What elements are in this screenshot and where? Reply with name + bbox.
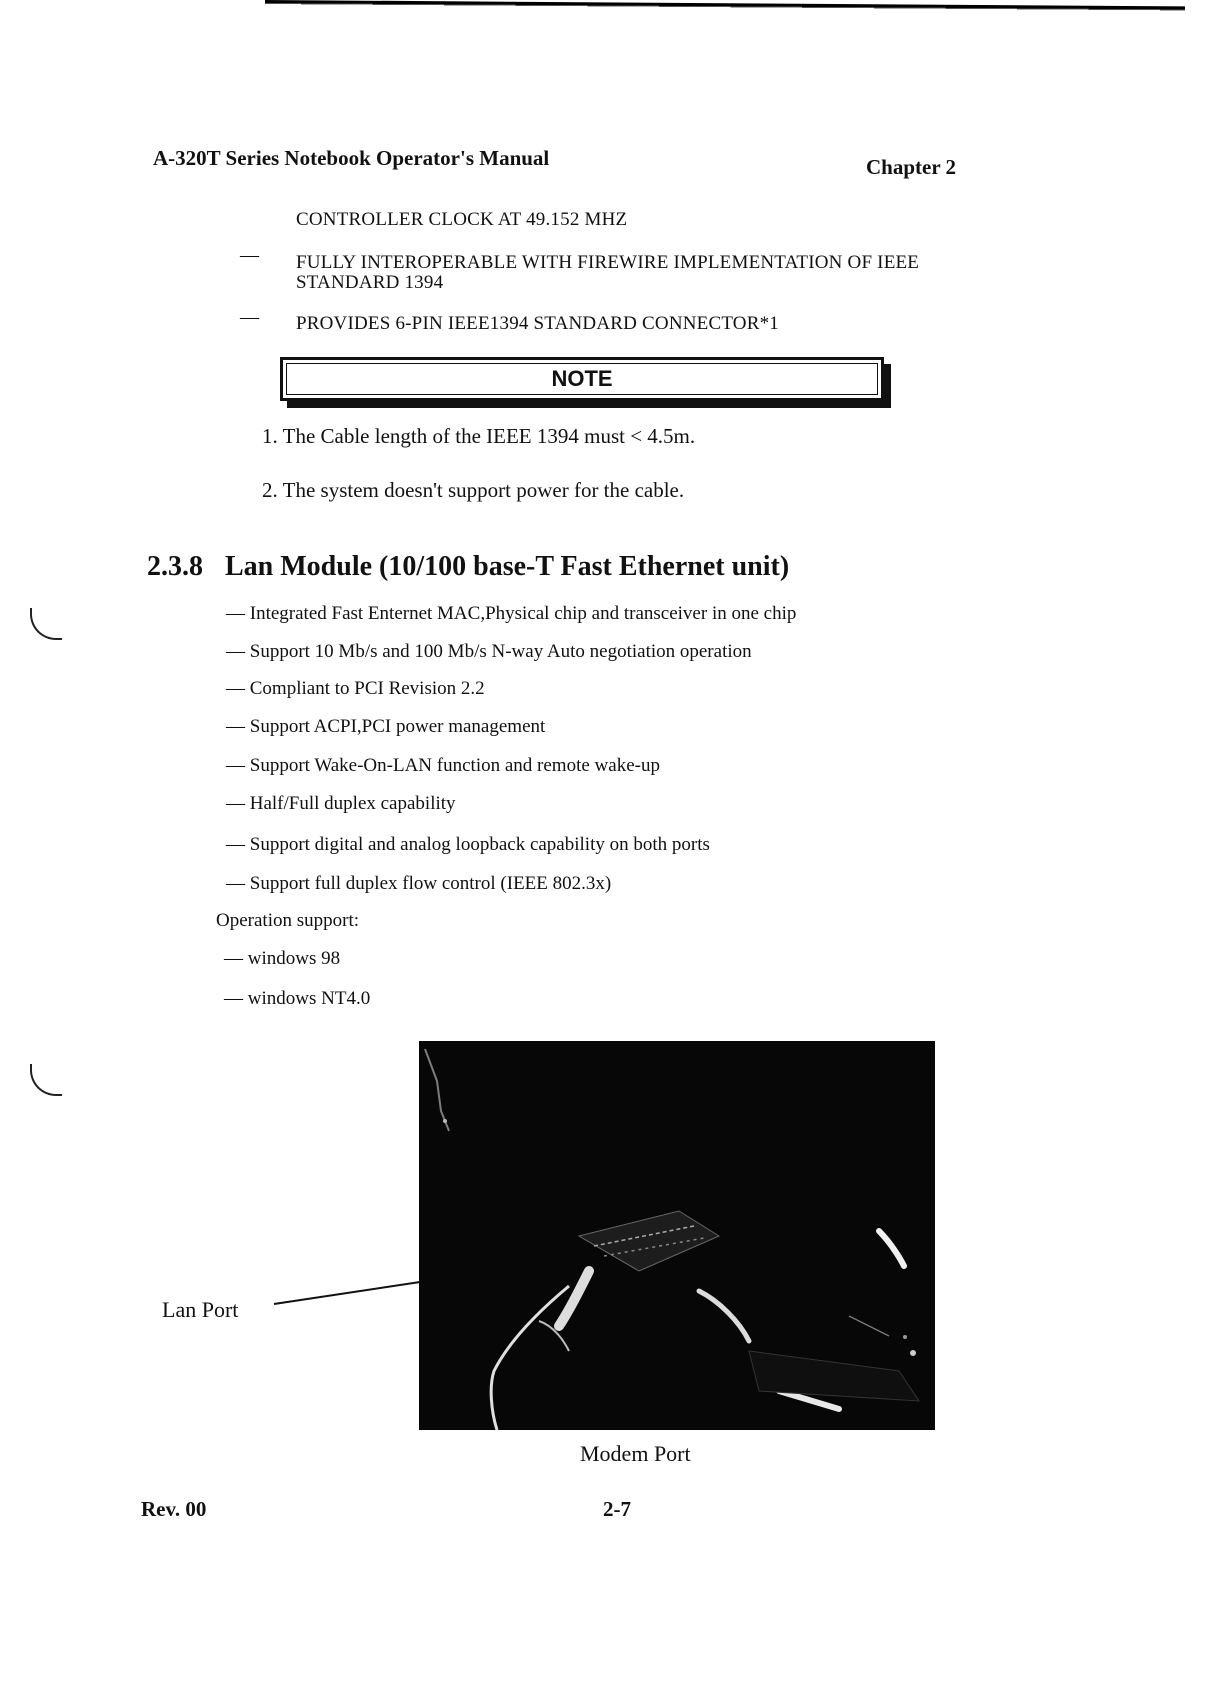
- section-title: Lan Module (10/100 base-T Fast Ethernet unit): [225, 551, 790, 582]
- binding-hole-mark: [30, 608, 62, 640]
- note-label: NOTE: [551, 366, 613, 391]
- list-item: — Compliant to PCI Revision 2.2: [226, 678, 485, 699]
- list-item-dash: —: [240, 245, 259, 266]
- note-item-1: 1. The Cable length of the IEEE 1394 must < 4.5m.: [262, 424, 696, 448]
- manual-title: A-320T Series Notebook Operator's Manual: [153, 146, 550, 170]
- modem-port-label: Modem Port: [580, 1441, 691, 1466]
- lan-module-photo: [419, 1041, 935, 1430]
- binding-hole-mark: [30, 1064, 62, 1096]
- list-item: — Half/Full duplex capability: [226, 793, 456, 814]
- list-item: — Integrated Fast Enternet MAC,Physical chip and transceiver in one chip: [226, 603, 797, 624]
- photo-illustration: [419, 1041, 935, 1430]
- top-border-line: [265, 0, 1185, 12]
- section-number: 2.3.8: [147, 551, 203, 582]
- list-item-dash: —: [240, 307, 259, 328]
- list-item-text-continued: STANDARD 1394: [296, 272, 444, 293]
- list-item: — Support 10 Mb/s and 100 Mb/s N-way Auto negotiation operation: [226, 641, 752, 662]
- os-item: — windows NT4.0: [224, 988, 371, 1009]
- chapter-label: Chapter 2: [866, 155, 957, 179]
- note-item-2: 2. The system doesn't support power for the cable.: [262, 478, 685, 502]
- list-item-text: FULLY INTEROPERABLE WITH FIREWIRE IMPLEMENTATION OF IEEE: [296, 252, 920, 273]
- list-item: — Support digital and analog loopback capability on both ports: [226, 834, 710, 855]
- operation-support-label: Operation support:: [216, 910, 360, 931]
- lan-port-label: Lan Port: [162, 1297, 239, 1322]
- list-item: — Support ACPI,PCI power management: [226, 716, 546, 737]
- section-heading: [147, 551, 789, 583]
- os-item: — windows 98: [224, 948, 341, 969]
- list-item-text: PROVIDES 6-PIN IEEE1394 STANDARD CONNECTOR*1: [296, 313, 779, 334]
- revision-label: Rev. 00: [141, 1497, 207, 1521]
- controller-clock-line: CONTROLLER CLOCK AT 49.152 MHZ: [296, 209, 628, 230]
- list-item: — Support full duplex flow control (IEEE 802.3x): [226, 873, 612, 894]
- lan-port-leader-line: [270, 1278, 422, 1308]
- page-number: 2-7: [603, 1497, 631, 1521]
- list-item: — Support Wake-On-LAN function and remote wake-up: [226, 755, 660, 776]
- note-box: [280, 357, 884, 401]
